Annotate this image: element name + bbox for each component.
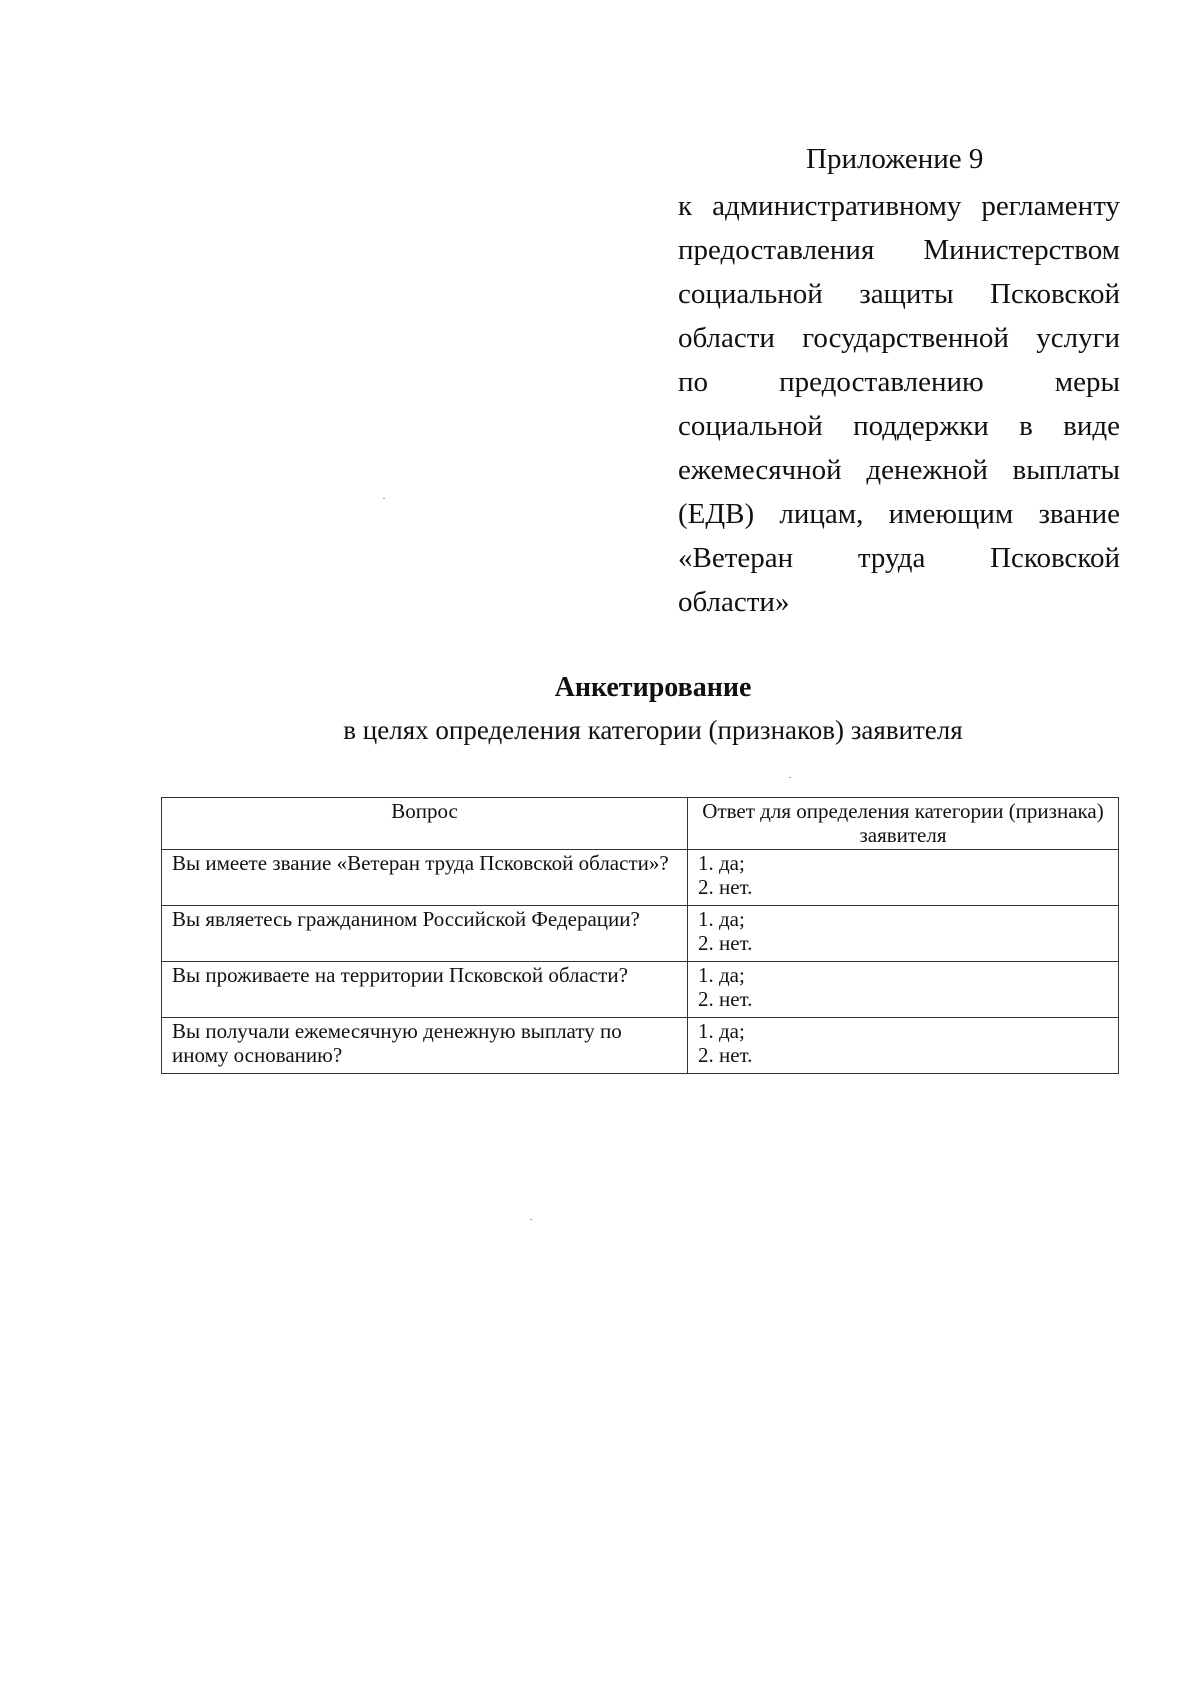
table-header-row	[162, 798, 1119, 850]
appendix-line: области государственной услуги	[678, 322, 1120, 354]
appendix-line: области»	[678, 586, 790, 618]
appendix-line: ежемесячной денежной выплаты	[678, 454, 1120, 486]
column-header-question: Вопрос	[162, 798, 688, 850]
document-heading: Анкетирование	[554, 672, 752, 703]
appendix-line: к административному регламенту	[678, 190, 1120, 222]
column-header-answer: Ответ для определения категории (признака) заявителя	[688, 798, 1119, 850]
appendix-line: социальной защиты Псковской	[678, 278, 1120, 310]
answer-option-yes: 1. да;	[698, 963, 745, 987]
answer-option-yes: 1. да;	[698, 851, 745, 875]
appendix-line: «Ветеран труда Псковской	[678, 542, 1120, 574]
question-cell: Вы имеете звание «Ветеран труда Псковской области»?	[162, 850, 688, 906]
appendix-line: социальной поддержки в виде	[678, 410, 1120, 442]
answer-option-no: 2. нет.	[698, 987, 753, 1011]
scan-speck	[530, 1219, 532, 1220]
answer-cell	[688, 850, 1119, 906]
survey-table	[161, 797, 1119, 1074]
answer-option-no: 2. нет.	[698, 1043, 753, 1067]
question-cell: Вы являетесь гражданином Российской Федерации?	[162, 906, 688, 962]
answer-option-yes: 1. да;	[698, 907, 745, 931]
table-row	[162, 850, 1119, 906]
answer-cell	[688, 1018, 1119, 1074]
scan-speck	[383, 498, 385, 499]
answer-cell	[688, 962, 1119, 1018]
question-cell: Вы проживаете на территории Псковской области?	[162, 962, 688, 1018]
answer-option-yes: 1. да;	[698, 1019, 745, 1043]
answer-option-no: 2. нет.	[698, 875, 753, 899]
appendix-line: предоставления Министерством	[678, 234, 1120, 266]
appendix-description	[678, 184, 1120, 624]
table-row	[162, 906, 1119, 962]
answer-cell	[688, 906, 1119, 962]
appendix-title: Приложение 9	[806, 143, 984, 175]
question-cell: Вы получали ежемесячную денежную выплату по иному основанию?	[162, 1018, 688, 1074]
table-row	[162, 1018, 1119, 1074]
appendix-line: (ЕДВ) лицам, имеющим звание	[678, 498, 1120, 530]
table-row	[162, 962, 1119, 1018]
document-subheading: в целях определения категории (признаков) заявителя	[343, 715, 963, 745]
scan-speck	[789, 777, 791, 778]
appendix-line: по предоставлению меры	[678, 366, 1120, 398]
answer-option-no: 2. нет.	[698, 931, 753, 955]
